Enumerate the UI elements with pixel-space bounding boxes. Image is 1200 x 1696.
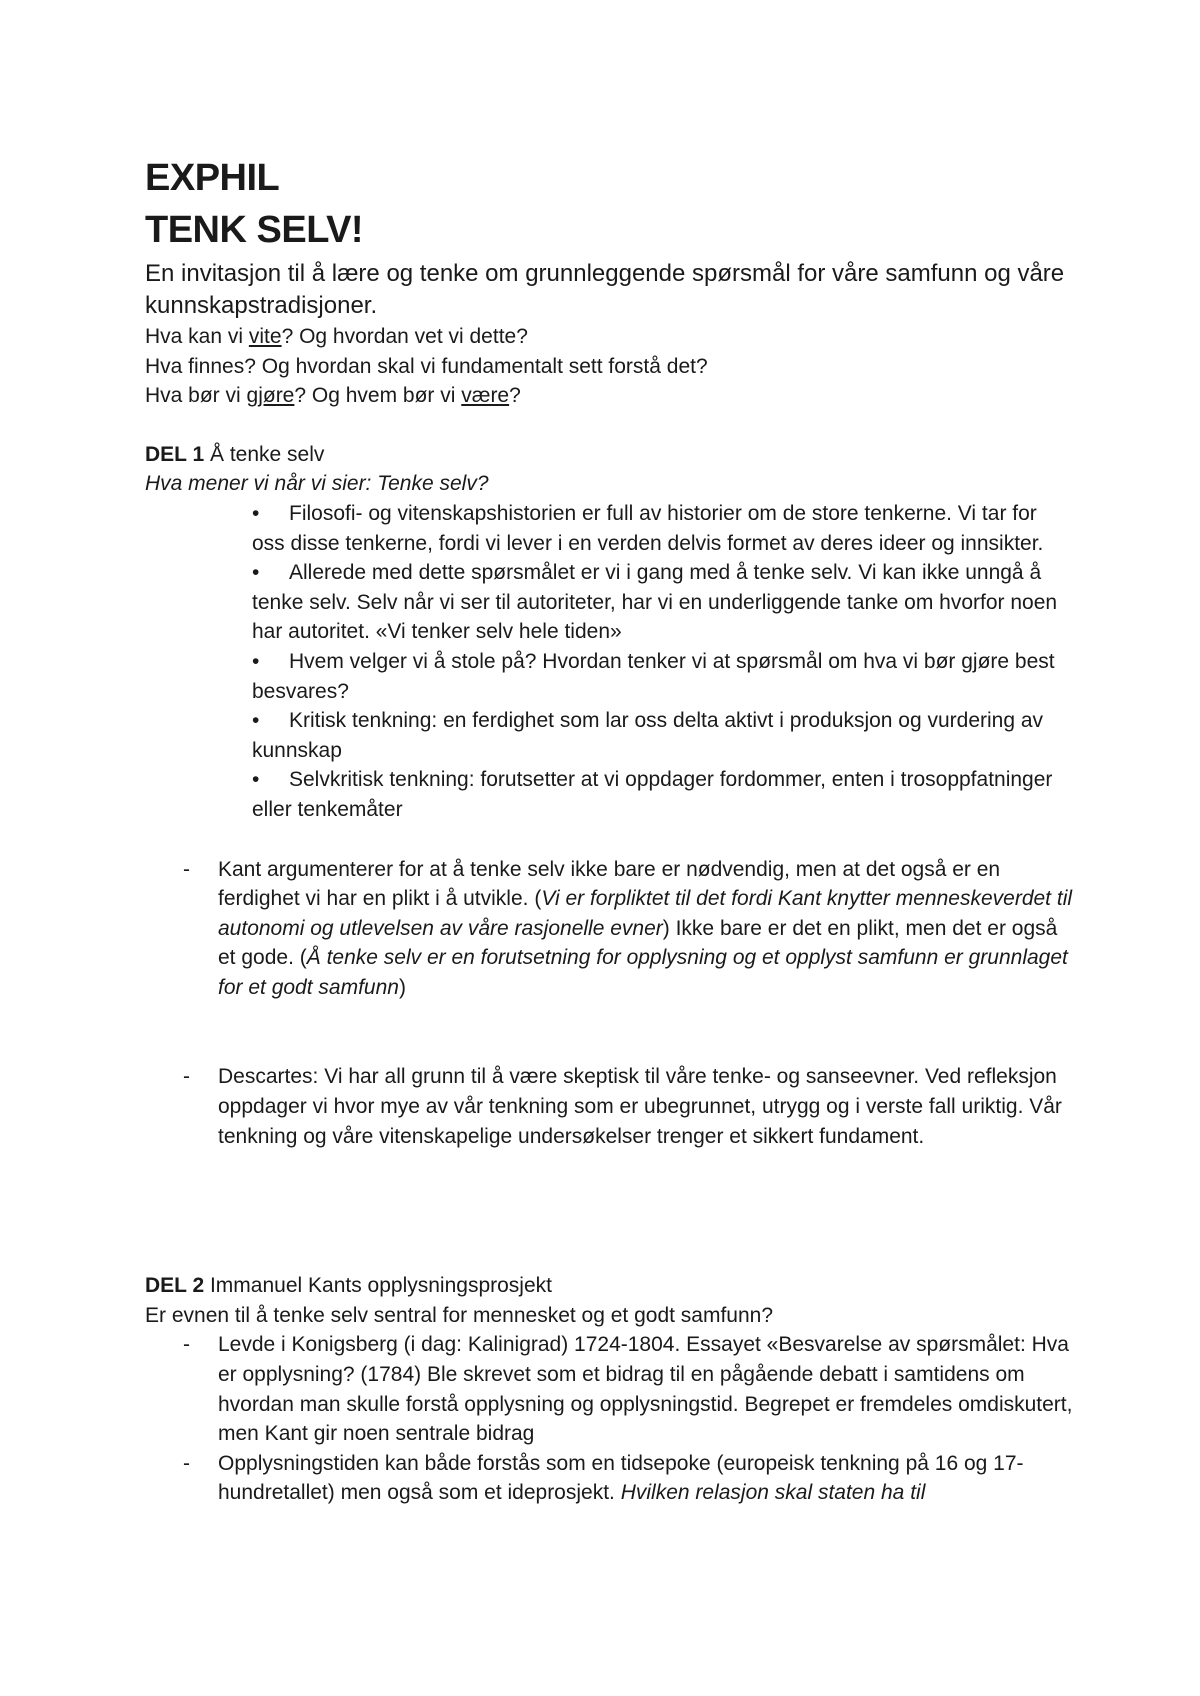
del1-bullet-list xyxy=(145,499,1075,825)
underlined-word: være xyxy=(461,384,510,408)
del1-dash-list-2 xyxy=(145,1062,1075,1151)
underlined-word: vite xyxy=(248,325,282,348)
question-gjore: Hva bør vi gjøre? Og hvem bør vi være? xyxy=(145,384,521,408)
question-finnes: Hva finnes? Og hvordan skal vi fundamentalt sett forstå det? xyxy=(145,354,708,378)
del2-subtitle: Er evnen til å tenke selv sentral for mennesket og et godt samfunn? xyxy=(145,1303,774,1327)
del2-dash-list xyxy=(145,1330,1075,1508)
list-item: - Levde i Konigsberg (i dag: Kalinigrad) 1724-1804. Essayet «Besvarelse av spørsmålet: Hva er opplysning? (1784) Ble skrevet som et bidrag til en pågående debatt i samtidens om hvordan man skulle forstå opplysning og opplysningstid. Begrepet er fremdeles omdiskutert, men Kant gir noen sentrale bidrag xyxy=(183,1333,1073,1446)
del1-dash-list xyxy=(145,855,1075,1003)
list-item: - Opplysningstiden kan både forstås som en tidsepoke (europeisk tenkning på 16 og 17-hundretallet) men også som et ideprosjekt. Hvilken relasjon skal staten ha til xyxy=(183,1451,1024,1505)
lead-paragraph: En invitasjon til å lære og tenke om grunnleggende spørsmål for våre samfunn og våre kunnskapstradisjoner. xyxy=(145,260,1065,319)
list-item: • Hvem velger vi å stole på? Hvordan tenker vi at spørsmål om hva vi bør gjøre best besvares? xyxy=(252,649,1055,703)
list-item: • Kritisk tenkning: en ferdighet som lar oss delta aktivt i produksjon og vurdering av kunnskap xyxy=(252,709,1044,762)
underlined-word: gjøre xyxy=(246,384,295,408)
del1-subtitle: Hva mener vi når vi sier: Tenke selv? xyxy=(145,472,489,496)
kant-paragraph: - Kant argumenterer for at å tenke selv ikke bare er nødvendig, men at det også er en ferdighet vi har en plikt i å utvikle. (Vi er forpliktet til det fordi Kant knytter menneskeverdet til autonomi og utlevelsen av våre rasjonelle evner) Ikke bare er det en plikt, men det er også et gode. (Å tenke selv er en forutsetning for opplysning og et opplyst samfunn er grunnlaget for et godt samfunn) xyxy=(183,857,1073,999)
question-vite: Hva kan vi vite? Og hvordan vet vi dette? xyxy=(145,325,528,348)
title-exphil: EXPHIL xyxy=(145,157,280,199)
descartes-paragraph: - Descartes: Vi har all grunn til å være skeptisk til våre tenke- og sanseevner. Ved refleksjon oppdager vi hvor mye av vår tenkning som er ubegrunnet, utrygg og i verste fall uriktig. Vår tenkning og våre vitenskapelige undersøkelser trenger et sikkert fundament. xyxy=(183,1065,1062,1148)
document-title xyxy=(145,152,1075,256)
del2-heading: DEL 2 Immanuel Kants opplysningsprosjekt xyxy=(145,1274,552,1298)
list-item: • Filosofi- og vitenskapshistorien er full av historier om de store tenkerne. Vi tar for oss disse tenkerne, fordi vi lever i en verden delvis formet av deres ideer og innsikter. xyxy=(252,501,1044,555)
title-tenk-selv: TENK SELV! xyxy=(145,209,364,251)
document-body xyxy=(145,152,1075,1508)
list-item: • Allerede med dette spørsmålet er vi i gang med å tenke selv. Vi kan ikke unngå å tenke selv. Selv når vi ser til autoriteter, har vi en underliggende tanke om hvorfor noen har autoritet. «Vi tenker selv hele tiden» xyxy=(252,561,1058,644)
del1-heading: DEL 1 Å tenke selv xyxy=(145,442,325,466)
list-item: • Selvkritisk tenkning: forutsetter at vi oppdager fordommer, enten i trosoppfatninger eller tenkemåter xyxy=(252,768,1053,821)
